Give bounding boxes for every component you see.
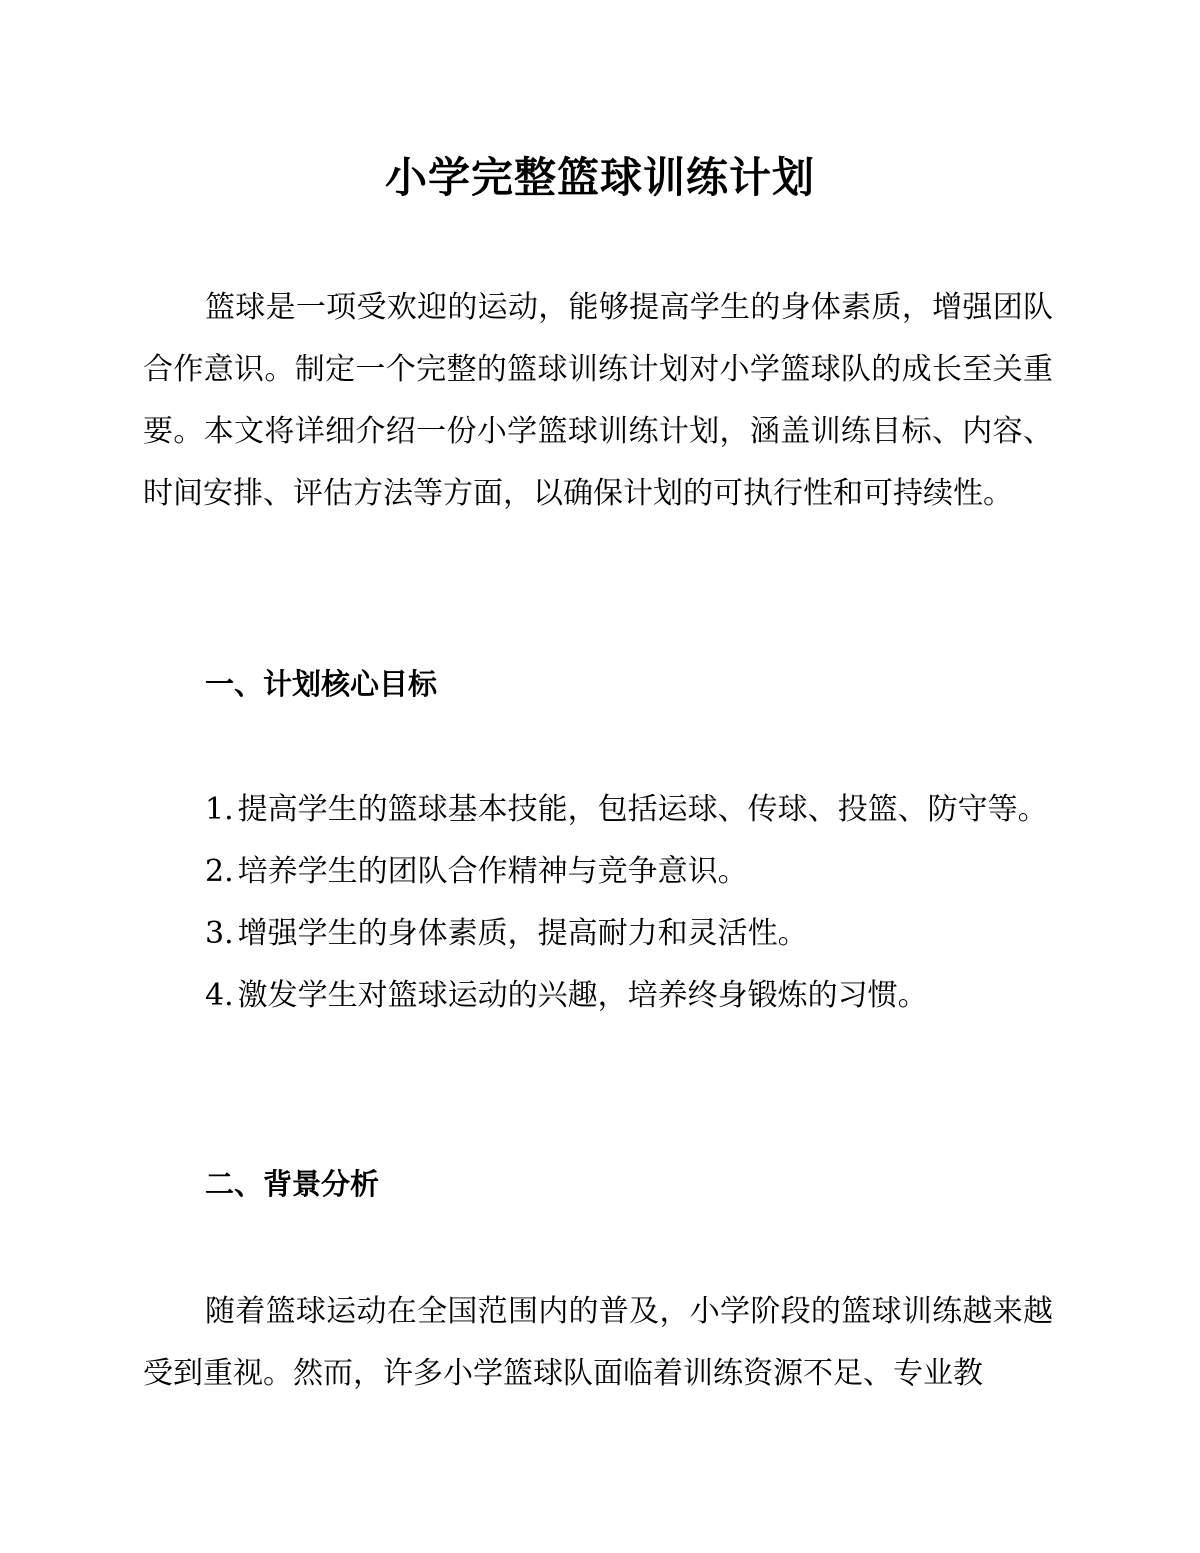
goal-number: 4. [205,978,234,1013]
goal-text: 激发学生对篮球运动的兴趣，培养终身锻炼的习惯。 [237,978,928,1013]
goal-number: 2. [205,854,234,889]
goal-text: 提高学生的篮球基本技能，包括运球、传球、投篮、防守等。 [237,792,1048,827]
goal-item [143,779,1053,841]
section-heading-goals: 一、计划核心目标 [205,667,438,701]
document-title: 小学完整篮球训练计划 [384,153,815,202]
intro-paragraph: 篮球是一项受欢迎的运动，能够提高学生的身体素质，增强团队合作意识。制定一个完整的篮球训练计划对小学篮球队的成长至关重要。本文将详细介绍一份小学篮球训练计划，涵盖训练目标、内容、时间安排、评估方法等方面，以确保计划的可执行性和可持续性。 [143,290,1053,511]
goal-text: 增强学生的身体素质，提高耐力和灵活性。 [237,916,808,951]
goal-text: 培养学生的团队合作精神与竞争意识。 [237,854,748,889]
goal-item [143,841,1053,903]
goal-number: 3. [205,916,234,951]
goal-list [143,779,1053,1027]
goal-item [143,903,1053,965]
goal-item [143,965,1053,1027]
background-paragraph: 随着篮球运动在全国范围内的普及，小学阶段的篮球训练越来越受到重视。然而，许多小学篮球队面临着训练资源不足、专业教 [143,1294,1053,1391]
goal-number: 1. [205,792,234,827]
section-heading-background: 二、背景分析 [205,1167,380,1201]
